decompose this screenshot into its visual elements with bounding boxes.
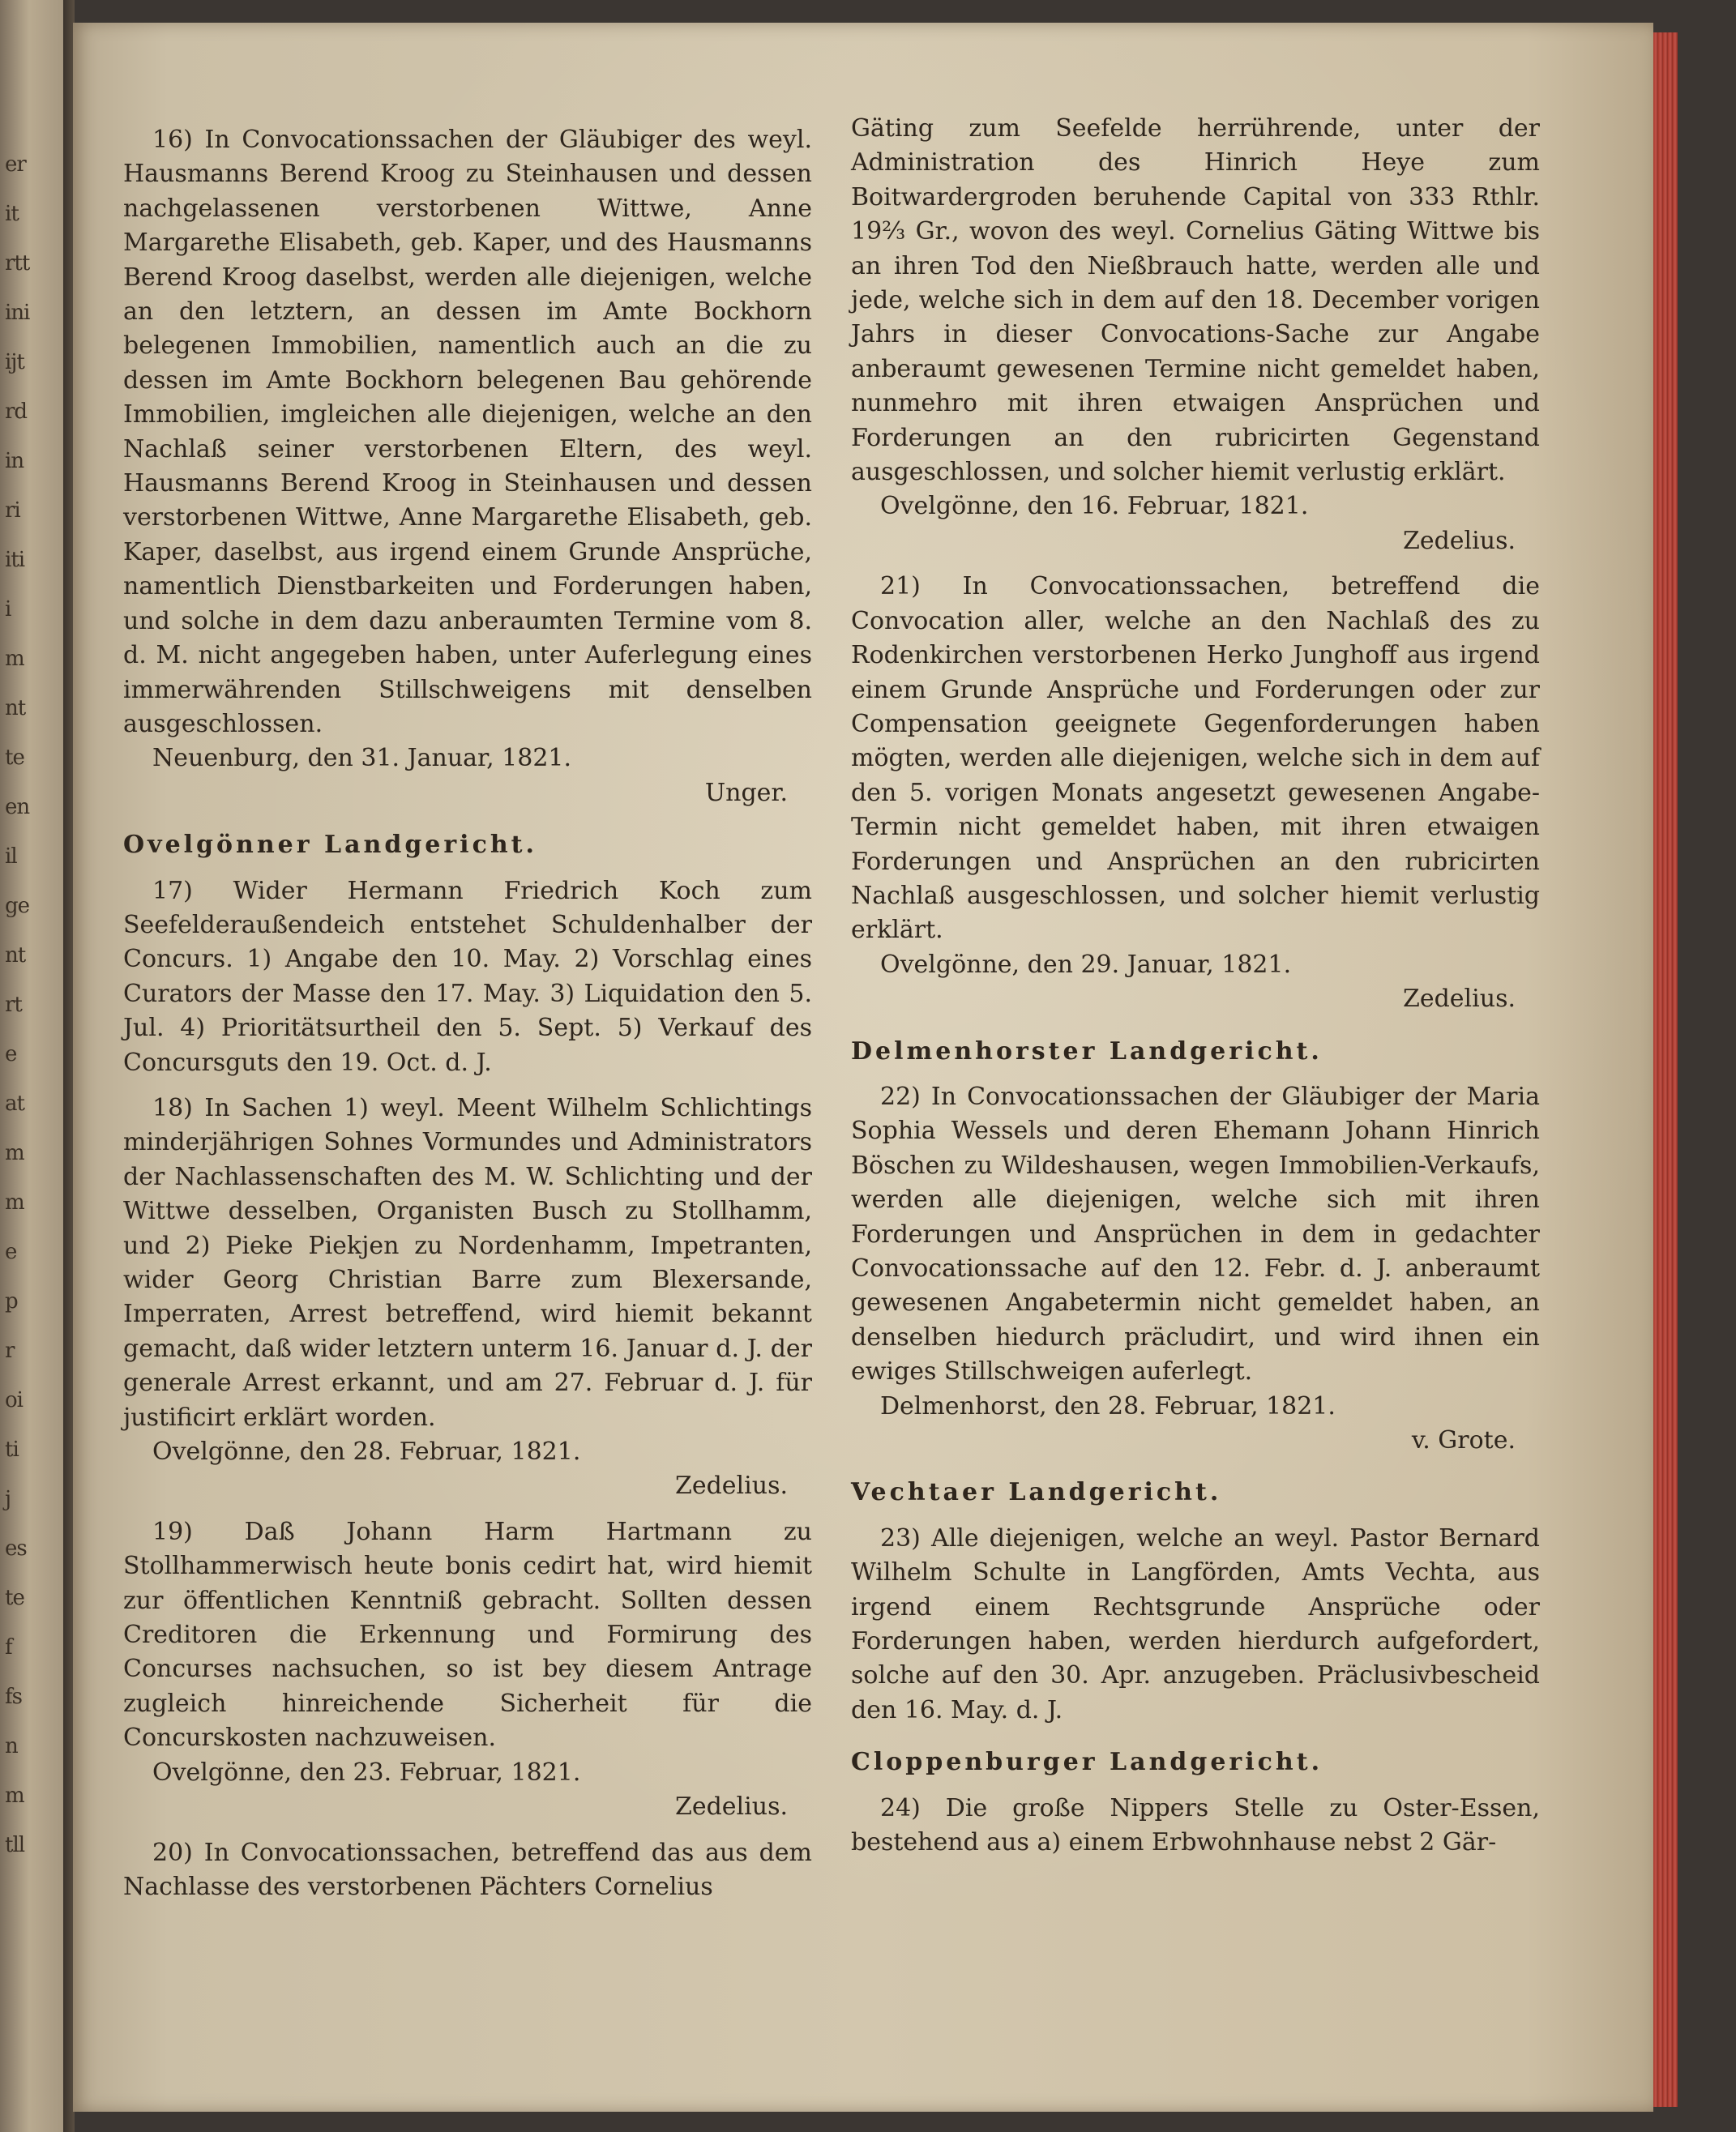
- previous-page-text-fragment: rtt: [5, 251, 30, 276]
- notice-p22: 22) In Convocationssachen der Gläubiger der Maria Sophia Wessels und deren Ehemann Johann Hinrich Böschen zu Wildeshausen, wegen Immobilien-Verkaufs, werden alle diejenigen, welche sich mit ihren Forderungen und Ansprüchen in dem in gedachter Convocationssache auf den 12. Febr. d. J. anberaumt gewesenen Angabetermin nicht gemeldet haben, an denselben hiedurch präcludirt, und wird ihnen ein ewiges Stillschweigen auferlegt.: [851, 1082, 1540, 1386]
- signature: Zedelius.: [675, 1472, 788, 1501]
- previous-page-text-fragment: nt: [5, 943, 26, 968]
- previous-page-text-fragment: il: [5, 844, 17, 869]
- previous-page-text-fragment: en: [5, 795, 30, 819]
- dateline: Ovelgönne, den 29. Januar, 1821.: [880, 950, 1292, 979]
- court-heading: Delmenhorster Landgericht.: [851, 1036, 1323, 1066]
- previous-page-text-fragment: tll: [5, 1833, 25, 1857]
- previous-page-text-fragment: nt: [5, 696, 26, 720]
- previous-page-text-fragment: e: [5, 1042, 17, 1066]
- previous-page-text-fragment: oi: [5, 1388, 23, 1412]
- notice-p16: 16) In Convocationssachen der Gläubiger des weyl. Hausmanns Berend Kroog zu Steinhausen und dessen nachgelassenen verstorbenen Wittwe, Anne Margarethe Elisabeth, geb. Kaper, und des Hausmanns Berend Kroog daselbst, werden alle diejenigen, welche an den letztern, an dessen im Amte Bockhorn belegenen Immobilien, namentlich auch an die zu dessen im Amte Bockhorn belegenen Bau gehörende Immobilien, imgleichen alle diejenigen, welche an den Nachlaß seiner verstorbenen Eltern, des weyl. Hausmanns Berend Kroog in Steinhausen und dessen verstorbenen Wittwe, Anne Margarethe Elisabeth, geb. Kaper, daselbst, aus irgend einem Grunde Ansprüche, namentlich Dienstbarkeiten und Forderungen haben, und solche in dem dazu anberaumten Termine vom 8. d. M. nicht angegeben haben, unter Auferlegung eines immerwährenden Stillschweigens mit denselben ausgeschlossen.: [123, 126, 812, 738]
- previous-page-text-fragment: m: [5, 1190, 24, 1215]
- previous-page-text-fragment: ini: [5, 301, 30, 325]
- notice-p18: 18) In Sachen 1) weyl. Meent Wilhelm Schlichtings minderjährigen Sohnes Vormundes und Administrators der Nachlassenschaften des M. W. Schlichting und der Wittwe desselben, Organisten Busch zu Stollhamm, und 2) Pieke Piekjen zu Nordenhamm, Impetranten, wider Georg Christian Barre zum Blexersande, Imperraten, Arrest betreffend, wird hiemit bekannt gemacht, daß wider letztern unterm 16. Januar d. J. der generale Arrest erkannt, und am 27. Februar d. J. für justificirt erklärt worden.: [123, 1093, 812, 1432]
- left-column: [123, 112, 812, 1904]
- previous-page-text-fragment: p: [5, 1289, 18, 1314]
- previous-page-text-fragment: n: [5, 1734, 18, 1758]
- right-column: [851, 112, 1540, 1861]
- previous-page-text-fragment: m: [5, 647, 24, 671]
- dateline: Delmenhorst, den 28. Februar, 1821.: [880, 1391, 1336, 1421]
- red-page-edges: [1653, 32, 1678, 2107]
- previous-page-text-fragment: in: [5, 449, 24, 473]
- previous-page-text-fragment: te: [5, 1586, 24, 1610]
- notice-p24: 24) Die große Nippers Stelle zu Oster-Essen, bestehend aus a) einem Erbwohnhause nebst 2 Gär-: [851, 1793, 1540, 1857]
- notice-continuation: Gäting zum Seefelde herrührende, unter der Administration des Hinrich Heye zum Boitwardergroden beruhende Capital von 333 Rthlr. 19⅔ Gr., wovon des weyl. Cornelius Gäting Wittwe bis an ihren Tod den Nießbrauch hatte, werden alle und jede, welche sich in dem auf den 18. December vorigen Jahrs in dieser Convocations-Sache zur Angabe anberaumt gewesenen Termine nicht gemeldet haben, nunmehro mit ihren etwaigen Ansprüchen und Forderungen an den rubricirten Gegenstand ausgeschlossen, und solcher hiemit verlustig erklärt.: [851, 114, 1540, 487]
- notice-p23: 23) Alle diejenigen, welche an weyl. Pastor Bernard Wilhelm Schulte in Langförden, Amts Vechta, aus irgend einem Rechtsgrunde Ansprüche oder Forderungen haben, werden hierdurch aufgefordert, solche auf den 30. Apr. anzugeben. Präclusivbescheid den 16. May. d. J.: [851, 1523, 1540, 1724]
- court-heading: Cloppenburger Landgericht.: [851, 1748, 1323, 1777]
- signature: Zedelius.: [675, 1792, 788, 1822]
- previous-page-text-fragment: rd: [5, 399, 28, 424]
- court-heading: Ovelgönner Landgericht.: [123, 831, 537, 860]
- dateline: Ovelgönne, den 16. Februar, 1821.: [880, 492, 1309, 521]
- notice-p19: 19) Daß Johann Harm Hartmann zu Stollhammerwisch heute bonis cedirt hat, wird hiemit zur öffentlichen Kenntniß gebracht. Sollten dessen Creditoren die Erkennung und Formirung des Concurses nachsuchen, so ist bey diesem Antrage zugleich hinreichende Sicherheit für die Concurskosten nachzuweisen.: [123, 1517, 812, 1753]
- notice-p17: 17) Wider Hermann Friedrich Koch zum Seefelderaußendeich entstehet Schuldenhalber der Concurs. 1) Angabe den 10. May. 2) Vorschlag eines Curators der Masse den 17. May. 3) Liquidation den 5. Jul. 4) Prioritätsurtheil den 5. Sept. 5) Verkauf des Concursguts den 19. Oct. d. J.: [123, 876, 812, 1077]
- notice-p20: 20) In Convocationssachen, betreffend das aus dem Nachlasse des verstorbenen Pächters Cornelius: [123, 1838, 812, 1901]
- previous-page-text-fragment: er: [5, 152, 26, 177]
- previous-page-edge: [0, 0, 65, 2132]
- previous-page-text-fragment: ti: [5, 1438, 19, 1462]
- previous-page-text-fragment: at: [5, 1092, 24, 1116]
- previous-page-text-fragment: rt: [5, 993, 22, 1017]
- previous-page-text-fragment: i: [5, 597, 11, 622]
- previous-page-text-fragment: m: [5, 1141, 24, 1165]
- previous-page-text-fragment: j: [5, 1487, 11, 1511]
- scanned-page: [73, 23, 1653, 2112]
- previous-page-text-fragment: it: [5, 202, 19, 226]
- dateline: Ovelgönne, den 23. Februar, 1821.: [152, 1758, 581, 1787]
- dateline: Neuenburg, den 31. Januar, 1821.: [152, 744, 572, 773]
- previous-page-text-fragment: e: [5, 1240, 17, 1264]
- previous-page-text-fragment: f: [5, 1635, 12, 1660]
- court-heading: Vechtaer Landgericht.: [851, 1478, 1222, 1507]
- previous-page-text-fragment: fs: [5, 1685, 22, 1709]
- previous-page-text-fragment: es: [5, 1536, 27, 1561]
- previous-page-text-fragment: ri: [5, 498, 20, 523]
- dateline: Ovelgönne, den 28. Februar, 1821.: [152, 1438, 581, 1467]
- signature: Unger.: [704, 778, 788, 807]
- signature: Zedelius.: [1403, 526, 1516, 555]
- notice-p21: 21) In Convocationssachen, betreffend die Convocation aller, welche an den Nachlaß des zu Rodenkirchen verstorbenen Herko Junghoff aus irgend einem Grunde Ansprüche und Forderungen oder zur Compensation geeignete Gegenforderungen haben mögten, werden alle diejenigen, welche sich in dem auf den 5. vorigen Monats angesetzt gewesenen Angabe-Termin nicht gemeldet haben, mit ihren etwaigen Forderungen und Ansprüchen an den rubricirten Nachlaß ausgeschlossen, und solcher hiemit verlustig erklärt.: [851, 572, 1540, 945]
- previous-page-text-fragment: ge: [5, 894, 30, 918]
- previous-page-text-fragment: te: [5, 746, 24, 770]
- previous-page-text-fragment: r: [5, 1339, 15, 1363]
- previous-page-text-fragment: ijt: [5, 350, 24, 374]
- signature: v. Grote.: [1411, 1426, 1516, 1455]
- previous-page-text-fragment: m: [5, 1784, 24, 1808]
- signature: Zedelius.: [1403, 985, 1516, 1014]
- previous-page-text-fragment: iti: [5, 548, 25, 572]
